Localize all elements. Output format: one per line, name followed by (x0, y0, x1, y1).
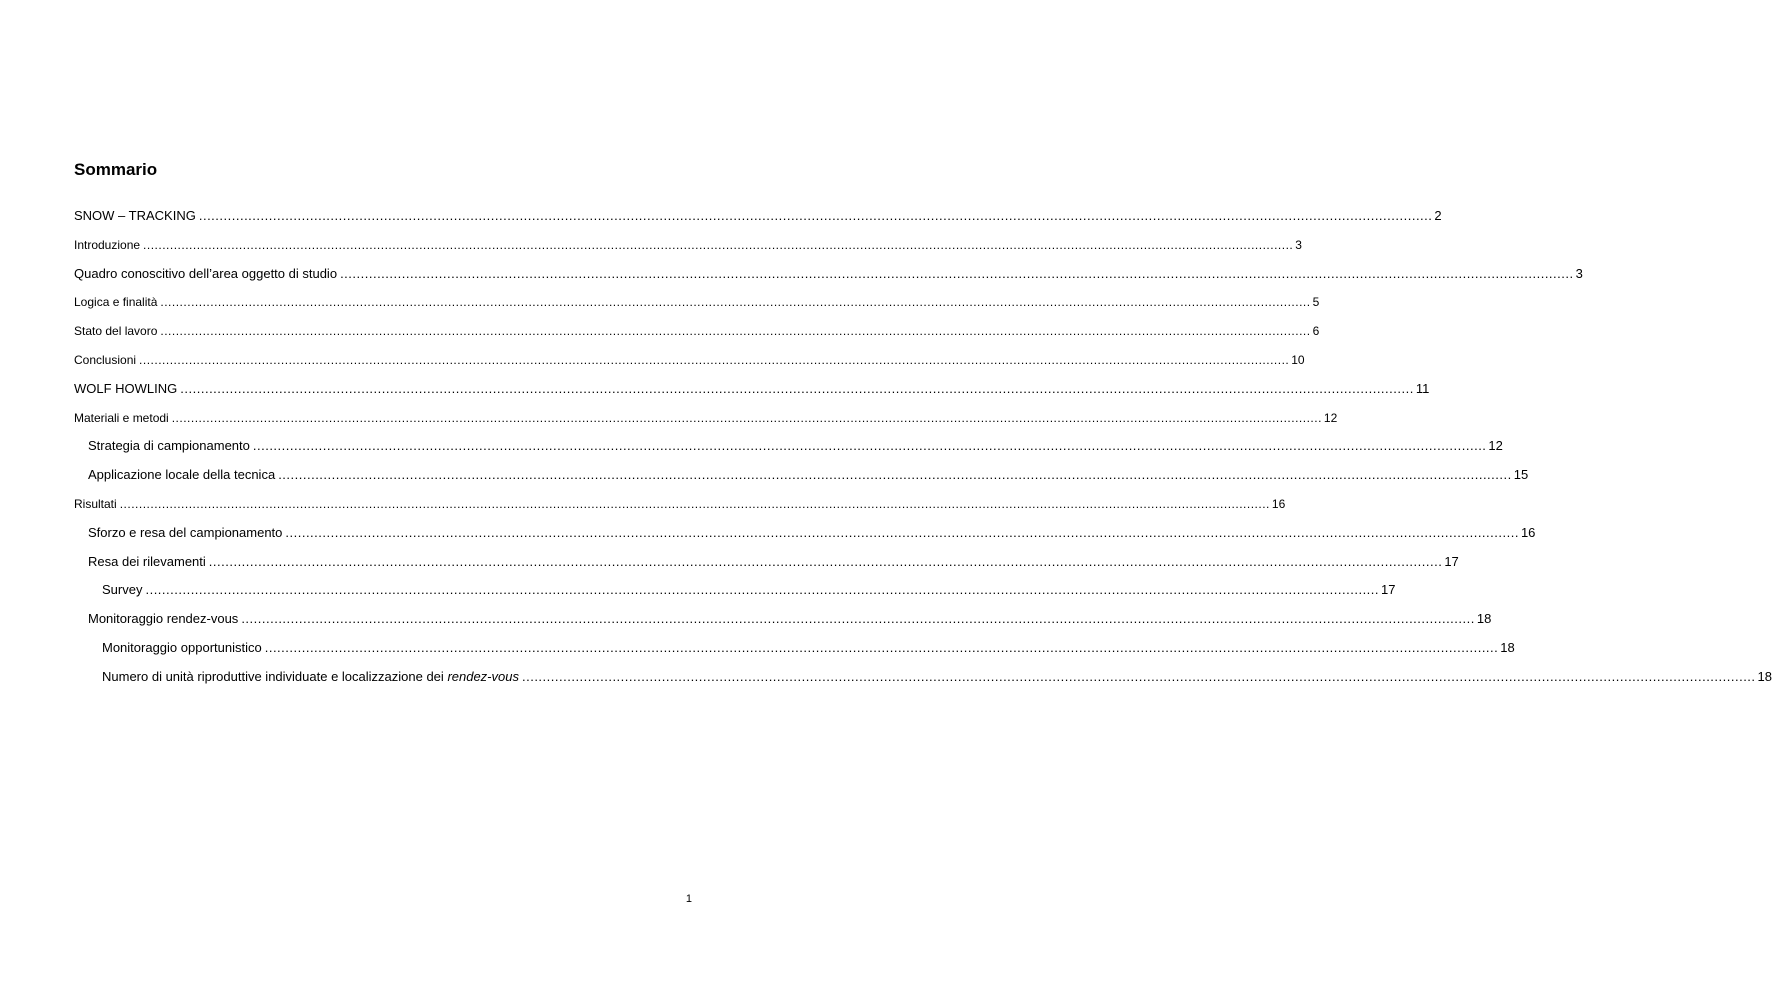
toc-entry-label: Quadro conoscitivo dell’area oggetto di studio (74, 265, 338, 281)
toc-entry-page: 17 (1381, 582, 1396, 598)
toc-heading: Sommario (74, 160, 158, 179)
toc-entry-label: Strategia di campionamento (88, 438, 250, 454)
toc-entry-label: Survey (102, 582, 143, 598)
toc-entry[interactable] (74, 581, 1396, 598)
toc-entry-label: Applicazione locale della tecnica (88, 467, 276, 483)
toc-leader-dots: ............................................................................................................................................................................................................................................................................................................ (208, 553, 1443, 569)
toc-entry-page: 6 (1312, 324, 1320, 339)
table-of-contents (74, 207, 1772, 697)
toc-entry[interactable] (74, 265, 1583, 281)
toc-entry-page: 10 (1291, 352, 1305, 367)
toc-leader-dots: ............................................................................................................................................................................................................................................................................................................ (143, 237, 1294, 252)
toc-entry-page: 18 (1500, 639, 1515, 655)
toc-entry[interactable] (74, 495, 1286, 511)
toc-leader-dots: ............................................................................................................................................................................................................................................................................................................ (521, 668, 1756, 684)
toc-leader-dots: ............................................................................................................................................................................................................................................................................................................ (264, 639, 1499, 655)
toc-leader-dots: ............................................................................................................................................................................................................................................................................................................ (180, 380, 1414, 396)
toc-leader-dots: ............................................................................................................................................................................................................................................................................................................ (171, 410, 1322, 425)
toc-entry[interactable] (74, 524, 1536, 540)
toc-entry[interactable] (74, 293, 1320, 310)
toc-entry-label: Stato del lavoro (74, 324, 158, 339)
toc-entry[interactable] (74, 553, 1459, 569)
toc-leader-dots: ............................................................................................................................................................................................................................................................................................................ (340, 265, 1574, 281)
toc-entry-label: Resa dei rilevamenti (88, 553, 206, 569)
toc-entry[interactable] (74, 207, 1442, 223)
toc-entry-page: 12 (1323, 410, 1338, 425)
toc-entry[interactable] (74, 466, 1529, 483)
toc-entry[interactable] (74, 236, 1302, 252)
toc-entry-label: Monitoraggio rendez-vous (88, 611, 239, 627)
toc-entry-page: 3 (1295, 237, 1302, 252)
toc-entry-page: 16 (1520, 524, 1536, 540)
toc-entry-label: WOLF HOWLING (74, 380, 178, 396)
page-number: 1 (685, 893, 692, 905)
toc-leader-dots: ............................................................................................................................................................................................................................................................................................................ (278, 467, 1512, 483)
toc-leader-dots: ............................................................................................................................................................................................................................................................................................................ (145, 582, 1380, 598)
toc-entry[interactable] (74, 322, 1320, 339)
toc-entry-label: Sforzo e resa del campionamento (88, 524, 283, 540)
toc-entry-page: 15 (1513, 467, 1529, 483)
toc-entry[interactable] (74, 639, 1515, 655)
toc-leader-dots: ............................................................................................................................................................................................................................................................................................................ (252, 438, 1487, 454)
toc-entry[interactable] (74, 668, 1772, 684)
toc-entry-label: Conclusioni (74, 352, 137, 367)
toc-entry-label: Materiali e metodi (74, 410, 169, 425)
toc-entry-label: Logica e finalità (74, 295, 158, 310)
toc-leader-dots: ............................................................................................................................................................................................................................................................................................................ (198, 208, 1433, 223)
toc-entry-label (102, 669, 519, 684)
toc-entry-page: 5 (1312, 295, 1320, 310)
toc-leader-dots: ............................................................................................................................................................................................................................................................................................................ (160, 324, 1311, 339)
toc-entry-page: 17 (1444, 553, 1459, 569)
toc-entry-label-text: Numero di unità riproduttive individuate e localizzazione dei (102, 668, 444, 684)
toc-entry[interactable] (74, 351, 1305, 367)
toc-entry-label: Risultati (74, 496, 117, 511)
toc-leader-dots: ............................................................................................................................................................................................................................................................................................................ (160, 295, 1311, 310)
toc-entry-page: 18 (1476, 611, 1492, 627)
toc-entry-page: 12 (1488, 438, 1503, 454)
toc-entry-label: Introduzione (74, 237, 141, 252)
toc-entry-page: 18 (1757, 668, 1772, 684)
toc-entry[interactable] (74, 437, 1503, 454)
toc-entry-page: 2 (1434, 208, 1442, 223)
toc-entry-label: SNOW – TRACKING (74, 208, 196, 223)
toc-entry-page: 16 (1271, 496, 1286, 511)
toc-entry-page: 3 (1575, 265, 1583, 281)
toc-leader-dots: ............................................................................................................................................................................................................................................................................................................ (241, 611, 1475, 627)
toc-leader-dots: ............................................................................................................................................................................................................................................................................................................ (139, 352, 1290, 367)
toc-entry-label: Monitoraggio opportunistico (102, 639, 262, 655)
toc-leader-dots: ............................................................................................................................................................................................................................................................................................................ (285, 524, 1519, 540)
toc-entry-label-italic: rendez-vous (447, 668, 519, 684)
toc-entry[interactable] (74, 380, 1430, 396)
toc-entry-page: 11 (1415, 380, 1430, 396)
toc-entry[interactable] (74, 409, 1338, 425)
toc-leader-dots: ............................................................................................................................................................................................................................................................................................................ (119, 496, 1270, 511)
toc-entry[interactable] (74, 610, 1492, 627)
